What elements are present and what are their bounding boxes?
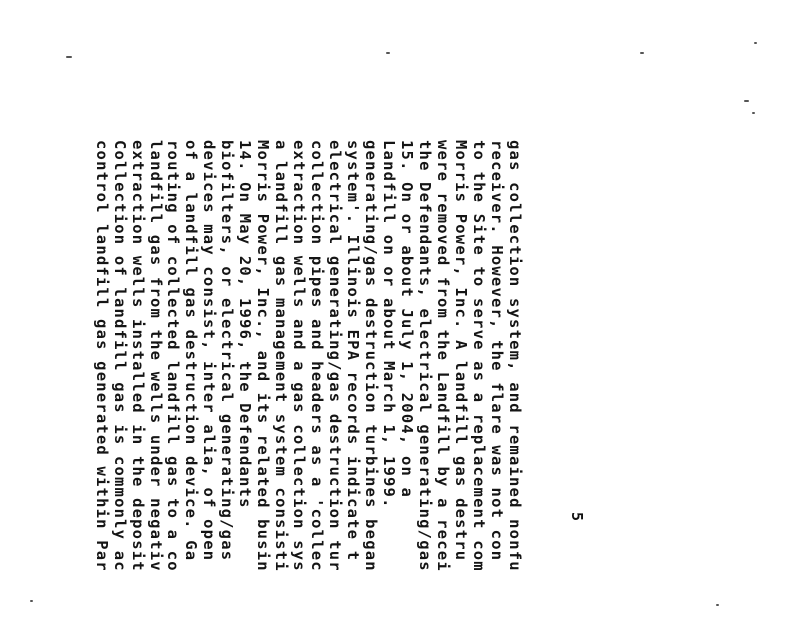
text-line: 15. On or about July 1, 2004, on a	[398, 140, 416, 499]
text-line: gas collection system, and remained nonfu	[506, 140, 524, 572]
text-line: generating/gas destruction turbines began	[362, 140, 380, 572]
text-line: Morris Power, Inc., and its related busin	[254, 140, 272, 572]
scan-speck	[66, 56, 72, 58]
text-line: Landfill on or about March 1, 1999.	[380, 140, 398, 509]
scan-speck	[754, 42, 757, 44]
text-line: Morris Power, Inc. A landfill gas destru	[452, 140, 470, 562]
text-line: 14. On May 20, 1996, the Defendants	[236, 140, 254, 509]
text-line: biofilters, or electrical generating/gas	[218, 140, 236, 562]
text-line: collection pipes and headers as a 'collec	[308, 140, 326, 572]
scan-speck	[744, 100, 749, 102]
scan-speck	[752, 112, 755, 114]
scan-speck	[30, 600, 33, 602]
scan-speck	[716, 604, 719, 606]
text-line: devices may consist, inter alia, of open	[200, 140, 218, 562]
scan-speck	[640, 52, 644, 54]
text-line: routing of collected landfill gas to a co	[164, 140, 182, 572]
text-line: of a landfill gas destruction device. Ga	[182, 140, 200, 562]
page-number: 5	[568, 512, 586, 522]
text-line: a landfill gas management system consisti	[272, 140, 290, 572]
text-line: landfill gas from the wells under negativ	[147, 140, 165, 572]
text-line: extraction wells installed in the deposit	[129, 140, 147, 572]
text-line: control landfill gas generated within Par	[93, 140, 111, 572]
text-line: were removed from the Landfill by a recei	[434, 140, 452, 572]
text-line: receiver. However, the flare was not con	[488, 140, 506, 562]
text-line: electrical generating/gas destruction tur	[326, 140, 344, 572]
text-line: to the Site to serve as a replacement com	[470, 140, 488, 572]
text-line: Collection of landfill gas is commonly ac	[111, 140, 129, 572]
scan-speck	[386, 52, 390, 54]
text-line: system'. Illinois EPA records indicate t	[344, 140, 362, 562]
text-line: the Defendants, electrical generating/gas	[416, 140, 434, 572]
text-line: extraction wells and a gas collection sys	[290, 140, 308, 572]
